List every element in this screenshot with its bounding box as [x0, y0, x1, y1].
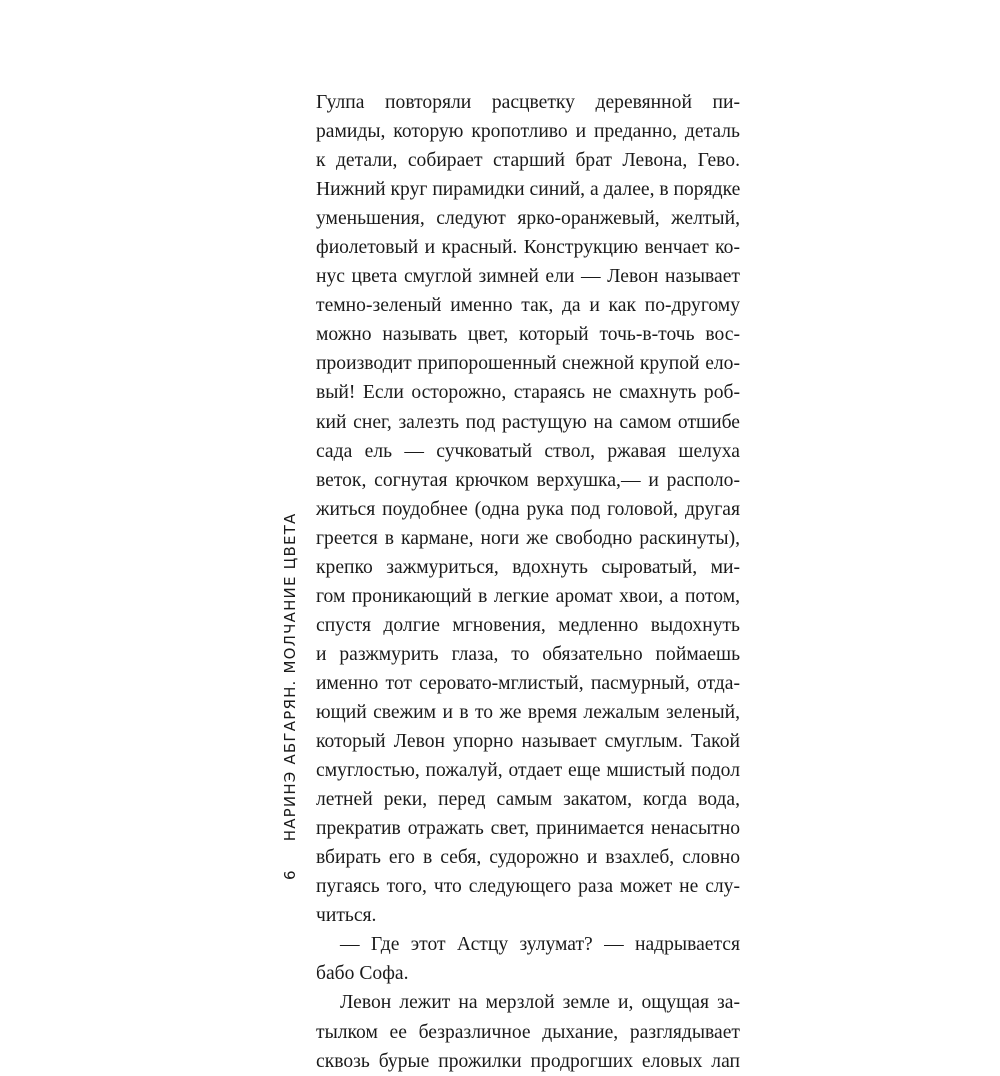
text-line: греется в кармане, ноги же свободно раскинуты),	[316, 527, 740, 549]
running-head	[281, 513, 299, 880]
body-text	[316, 88, 740, 1076]
text-line: уменьшения, следуют ярко-оранжевый, желтый,	[316, 208, 740, 230]
text-line: темно-зеленый именно так, да и как по-другому	[316, 295, 740, 317]
text-line: ющий свежим и в то же время лежалым зеленый,	[316, 701, 740, 723]
text-line: вый! Если осторожно, стараясь не смахнуть роб-	[316, 382, 740, 404]
text-line: производит припорошенный снежной крупой ело-	[316, 353, 740, 375]
text-line: сквозь бурые прожилки продрогших еловых лап	[316, 1050, 740, 1072]
text-line: веток, согнутая крючком верхушка,— и располо-	[316, 469, 740, 491]
text-line: прекратив отражать свет, принимается ненасытно	[316, 818, 740, 840]
text-line: и разжмурить глаза, то обязательно поймаешь	[316, 643, 740, 665]
text-line: нус цвета смуглой зимней ели — Левон называет	[316, 266, 740, 288]
dialogue-line: бабо Софа.	[316, 963, 409, 985]
text-line: смуглостью, пожалуй, отдает еще мшистый подол	[316, 760, 740, 782]
text-line: фиолетовый и красный. Конструкцию венчает ко-	[316, 237, 740, 259]
text-line: Нижний круг пирамидки синий, а далее, в порядке	[316, 179, 741, 201]
text-line: кий снег, залезть под растущую на самом отшибе	[316, 411, 740, 433]
text-line: Гулпа повторяли расцветку деревянной пи-	[316, 92, 740, 113]
text-line: который Левон упорно называет смуглым. Такой	[316, 731, 740, 753]
text-line: крепко зажмуриться, вдохнуть сыроватый, ми-	[316, 556, 740, 578]
text-line: гом проникающий в легкие аромат хвои, а потом,	[316, 585, 740, 607]
text-line: житься поудобнее (одна рука под головой, другая	[316, 498, 740, 520]
text-line: спустя долгие мгновения, медленно выдохнуть	[316, 614, 740, 636]
text-line: Левон лежит на мерзлой земле и, ощущая за-	[340, 992, 740, 1014]
page-number: 6	[281, 869, 299, 880]
text-line: можно называть цвет, который точь-в-точь вос-	[316, 324, 740, 346]
text-line: к детали, собирает старший брат Левона, Гево.	[316, 150, 740, 172]
dialogue-line: — Где этот Астцу зулумат? — надрывается	[340, 934, 740, 956]
text-line: читься.	[316, 905, 377, 927]
text-line: летней реки, перед самым закатом, когда вода,	[316, 789, 740, 811]
text-line: тылком ее безразличное дыхание, разглядывает	[316, 1021, 740, 1043]
text-line: вбирать его в себя, судорожно и взахлеб, словно	[316, 847, 740, 869]
text-line: именно тот серовато-мглистый, пасмурный, отда-	[316, 672, 740, 694]
text-line: сада ель — сучковатый ствол, ржавая шелуха	[316, 440, 740, 462]
text-line: пугаясь того, что следующего раза может не слу-	[316, 876, 740, 898]
text-line: рамиды, которую кропотливо и преданно, деталь	[316, 121, 740, 143]
running-head-title: НАРИНЭ АБГАРЯН. МОЛЧАНИЕ ЦВЕТА	[281, 512, 299, 842]
